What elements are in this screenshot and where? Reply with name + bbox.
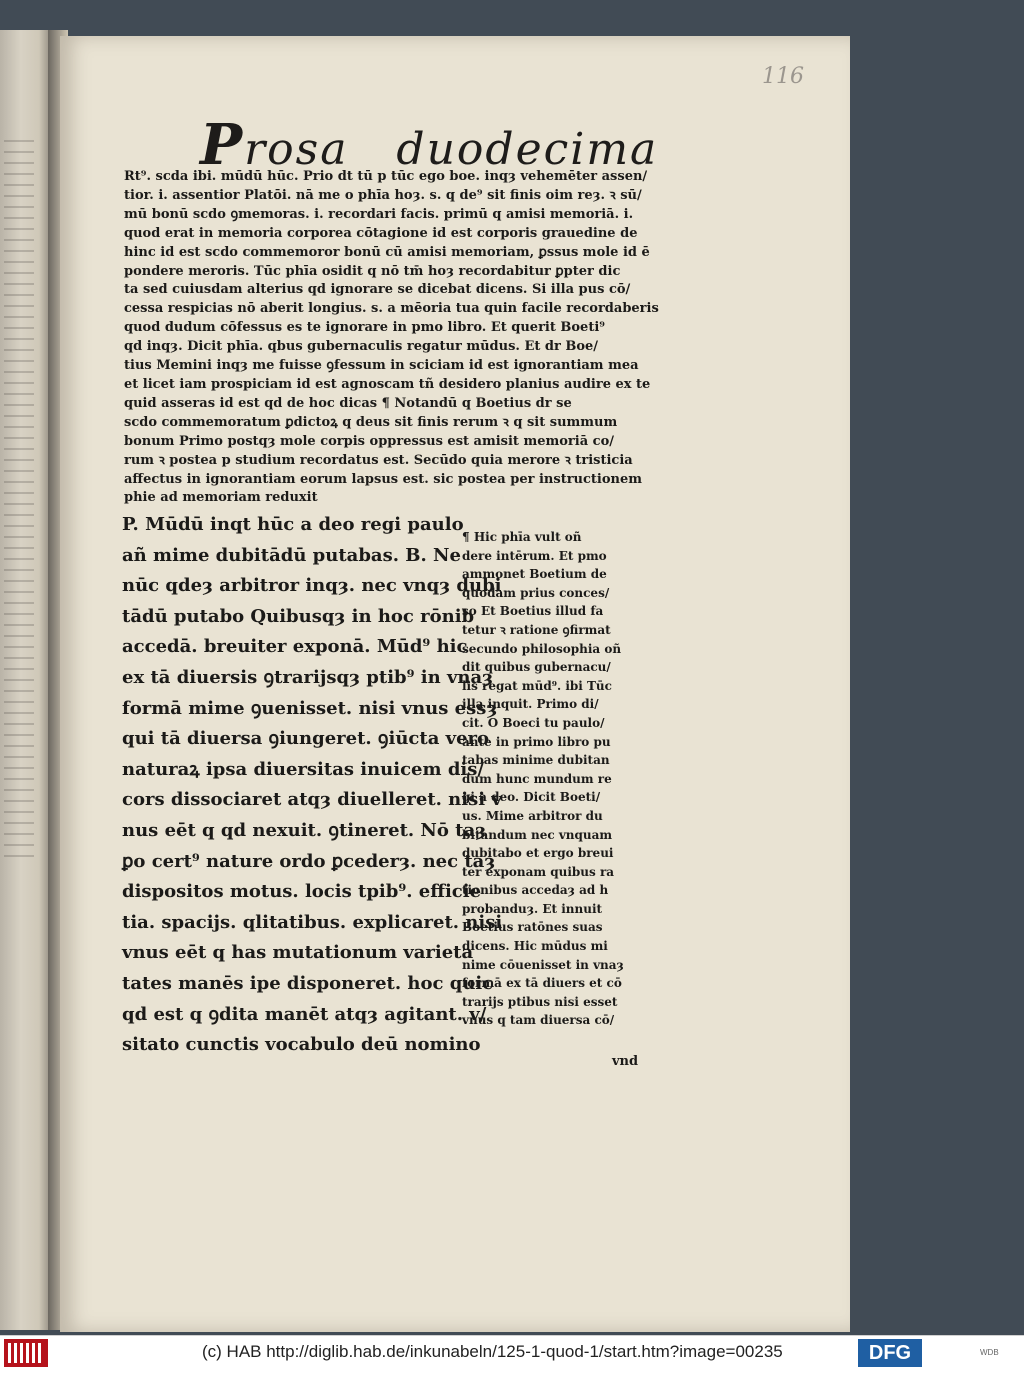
- commentary-line: pondere meroris. Tūc phīa osidit q nō tm̄ hoȝ recordabitur ꝑpter dic: [124, 263, 621, 279]
- side-commentary-column: [462, 528, 648, 1030]
- commentary-line: Rt⁹. scda ibi. mūdū hūc. Prio dt tū p tūc ego boe. inqȝ vehemēter assen/: [124, 169, 648, 184]
- side-text-line: so Et Boetius illud fa: [462, 604, 604, 619]
- main-text-line: cors dissociaret atqȝ diuelleret. nisi v: [122, 789, 502, 811]
- commentary-block: [124, 168, 659, 508]
- commentary-line: quod dudum cōfessus es te ignorare in pmo libro. Et querit Boeti⁹: [124, 320, 605, 336]
- side-text-line: gi a deo. Dicit Boeti/: [462, 790, 601, 805]
- side-text-line: ¶ Hic phīa vult oñ: [462, 530, 582, 544]
- side-text-line: ante in primo libro pu: [462, 734, 611, 749]
- side-text-line: dere intērum. Et pmo: [462, 548, 607, 563]
- side-text-line: formā ex tā diuers et cō: [462, 976, 622, 991]
- main-text-line: nus eēt q qd nexuit. ꝯtineret. Nō taȝ: [122, 819, 487, 841]
- dfg-logo[interactable]: DFG: [858, 1339, 922, 1367]
- main-text-line: qd est q ꝯdita manēt atqȝ agitant. v/: [122, 1003, 487, 1025]
- commentary-line: hinc id est scdo commemoror bonū cū amisi memoriam, ꝑssus mole id ē: [124, 244, 650, 260]
- side-text-line: ter exponam quibus ra: [462, 864, 615, 879]
- title-initial: P: [200, 112, 245, 178]
- side-text-line: tetur ꝛ ratione ꝯfirmat: [462, 622, 611, 637]
- side-text-line: vnus q tam diuersa cō/: [462, 1013, 615, 1028]
- side-text-line: cit. O Boeci tu paulo/: [462, 715, 605, 730]
- main-text-line: sitato cunctis vocabulo deū nomino: [122, 1034, 481, 1056]
- commentary-line: tius Memini inqȝ me fuisse ꝯfessum in sciciam id est ignorantiam mea: [124, 358, 639, 374]
- main-text-column: [122, 510, 503, 1061]
- folio-number: 116: [762, 64, 804, 89]
- copyright-link[interactable]: (c) HAB http://diglib.hab.de/inkunabeln/125-1-quod-1/start.htm?image=00235: [202, 1342, 783, 1361]
- commentary-line: quid asseras id est qd de hoc dicas ¶ Notandū q Boetius dr se: [124, 395, 572, 411]
- side-text-line: trarijs ptibus nisi esset: [462, 994, 618, 1009]
- side-text-line: us. Mime arbitror du: [462, 808, 603, 823]
- side-text-line: bitandum nec vnquam: [462, 827, 613, 842]
- main-text-line: accedā. breuiter exponā. Mūd⁹ hic: [122, 636, 468, 658]
- commentary-line: scdo commemoratum ꝑdictoꝝ q deus sit finis rerum ꝛ q sit summum: [124, 414, 618, 430]
- side-text-line: dit quibus gubernacu/: [462, 660, 611, 675]
- main-text-line: añ mime dubitādū putabas. B. Ne: [122, 544, 461, 566]
- commentary-line: bonum Primo postqȝ mole corpis oppressus est amisit memoriā co/: [124, 433, 614, 449]
- side-text-line: illa inquit. Primo di/: [462, 697, 599, 712]
- commentary-line: rum ꝛ postea p studium recordatus est. Secūdo quia merore ꝛ tristicia: [124, 452, 633, 468]
- catchword: vnd: [612, 1054, 639, 1069]
- main-text-line: tia. spacijs. qlitatibus. explicaret. nisi: [122, 911, 503, 933]
- commentary-line: qd inqȝ. Dicit phīa. qbus gubernaculis regatur mūdus. Et dr Boe/: [124, 339, 599, 355]
- wdb-label: WDB: [980, 1348, 999, 1357]
- commentary-line: affectus in ignorantiam eorum lapsus est. sic postea per instructionem: [124, 471, 643, 487]
- side-text-line: nime cōuenisset in vnaȝ: [462, 957, 624, 972]
- commentary-line: quod erat in memoria corporea cōtagione id est corporis grauedine de: [124, 225, 638, 241]
- adjacent-page-edge: [0, 30, 52, 1330]
- side-text-line: dicens. Hic mūdus mi: [462, 939, 608, 954]
- main-text-line: tates manēs ipe disponeret. hoc quic: [122, 972, 494, 994]
- hab-logo-icon[interactable]: [4, 1339, 48, 1367]
- commentary-line: et licet iam prospiciam id est agnoscam tñ desidero planius audire ex te: [124, 376, 651, 392]
- side-text-line: tabas minime dubitan: [462, 753, 610, 768]
- main-text-line: P. Mūdū inqt hūc a deo regi paulo: [122, 514, 464, 535]
- title-second-word: duodecima: [396, 124, 659, 175]
- side-text-line: tionibus accedaȝ ad h: [462, 883, 609, 898]
- adjacent-page-text-lines: [4, 140, 34, 860]
- main-text-line: naturaꝝ ipsa diuersitas inuicem dis/: [122, 758, 484, 780]
- main-text-line: nūc qdeȝ arbitror inqȝ. nec vnqȝ dubi: [122, 575, 502, 597]
- main-text-line: tādū putabo Quibusqȝ in hoc rōnib: [122, 605, 475, 627]
- side-text-line: lis regat mūd⁹. ibi Tūc: [462, 678, 612, 693]
- main-text-line: vnus eēt q has mutationum varieta: [122, 942, 474, 964]
- title-rest: rosa: [244, 124, 349, 175]
- main-text-line: dispositos motus. locis tpib⁹. efficie: [122, 881, 482, 903]
- side-text-line: probanduȝ. Et innuit: [462, 901, 603, 916]
- side-text-line: dum hunc mundum re: [462, 771, 612, 786]
- main-text-line: formā mime ꝯuenisset. nisi vnus essȝ: [122, 697, 498, 719]
- commentary-line: cessa respicias nō aberit longius. s. a mēoria tua quin facile recordaberis: [124, 301, 659, 317]
- side-text-line: dubitabo et ergo breui: [462, 846, 614, 861]
- main-text-line: qui tā diuersa ꝯiungeret. ꝯiūcta vero: [122, 728, 490, 750]
- commentary-line: ta sed cuiusdam alterius qd ignorare se dicebat dicens. Si illa pus cō/: [124, 282, 631, 298]
- side-text-line: secundo philosophia oñ: [462, 641, 622, 656]
- main-text-line: ꝑo cert⁹ nature ordo ꝑcederȝ. nec taȝ: [122, 850, 496, 872]
- side-text-line: quodam prius conces/: [462, 585, 610, 600]
- side-text-line: Boetius ratōnes suas: [462, 920, 603, 935]
- commentary-line: phie ad memoriam reduxit: [124, 490, 318, 506]
- main-text-line: ex tā diuersis ꝯtrarijsqȝ ptib⁹ in vnaȝ: [122, 666, 494, 688]
- side-text-line: ammonet Boetium de: [462, 567, 607, 582]
- commentary-line: mū bonū scdo ꝯmemoras. i. recordari facis. primū q amisi memoriā. i.: [124, 206, 634, 222]
- commentary-line: tior. i. assentior Platōi. nā me o phīa hoȝ. s. q de⁹ sit finis oim reȝ. ꝛ sū/: [124, 187, 642, 203]
